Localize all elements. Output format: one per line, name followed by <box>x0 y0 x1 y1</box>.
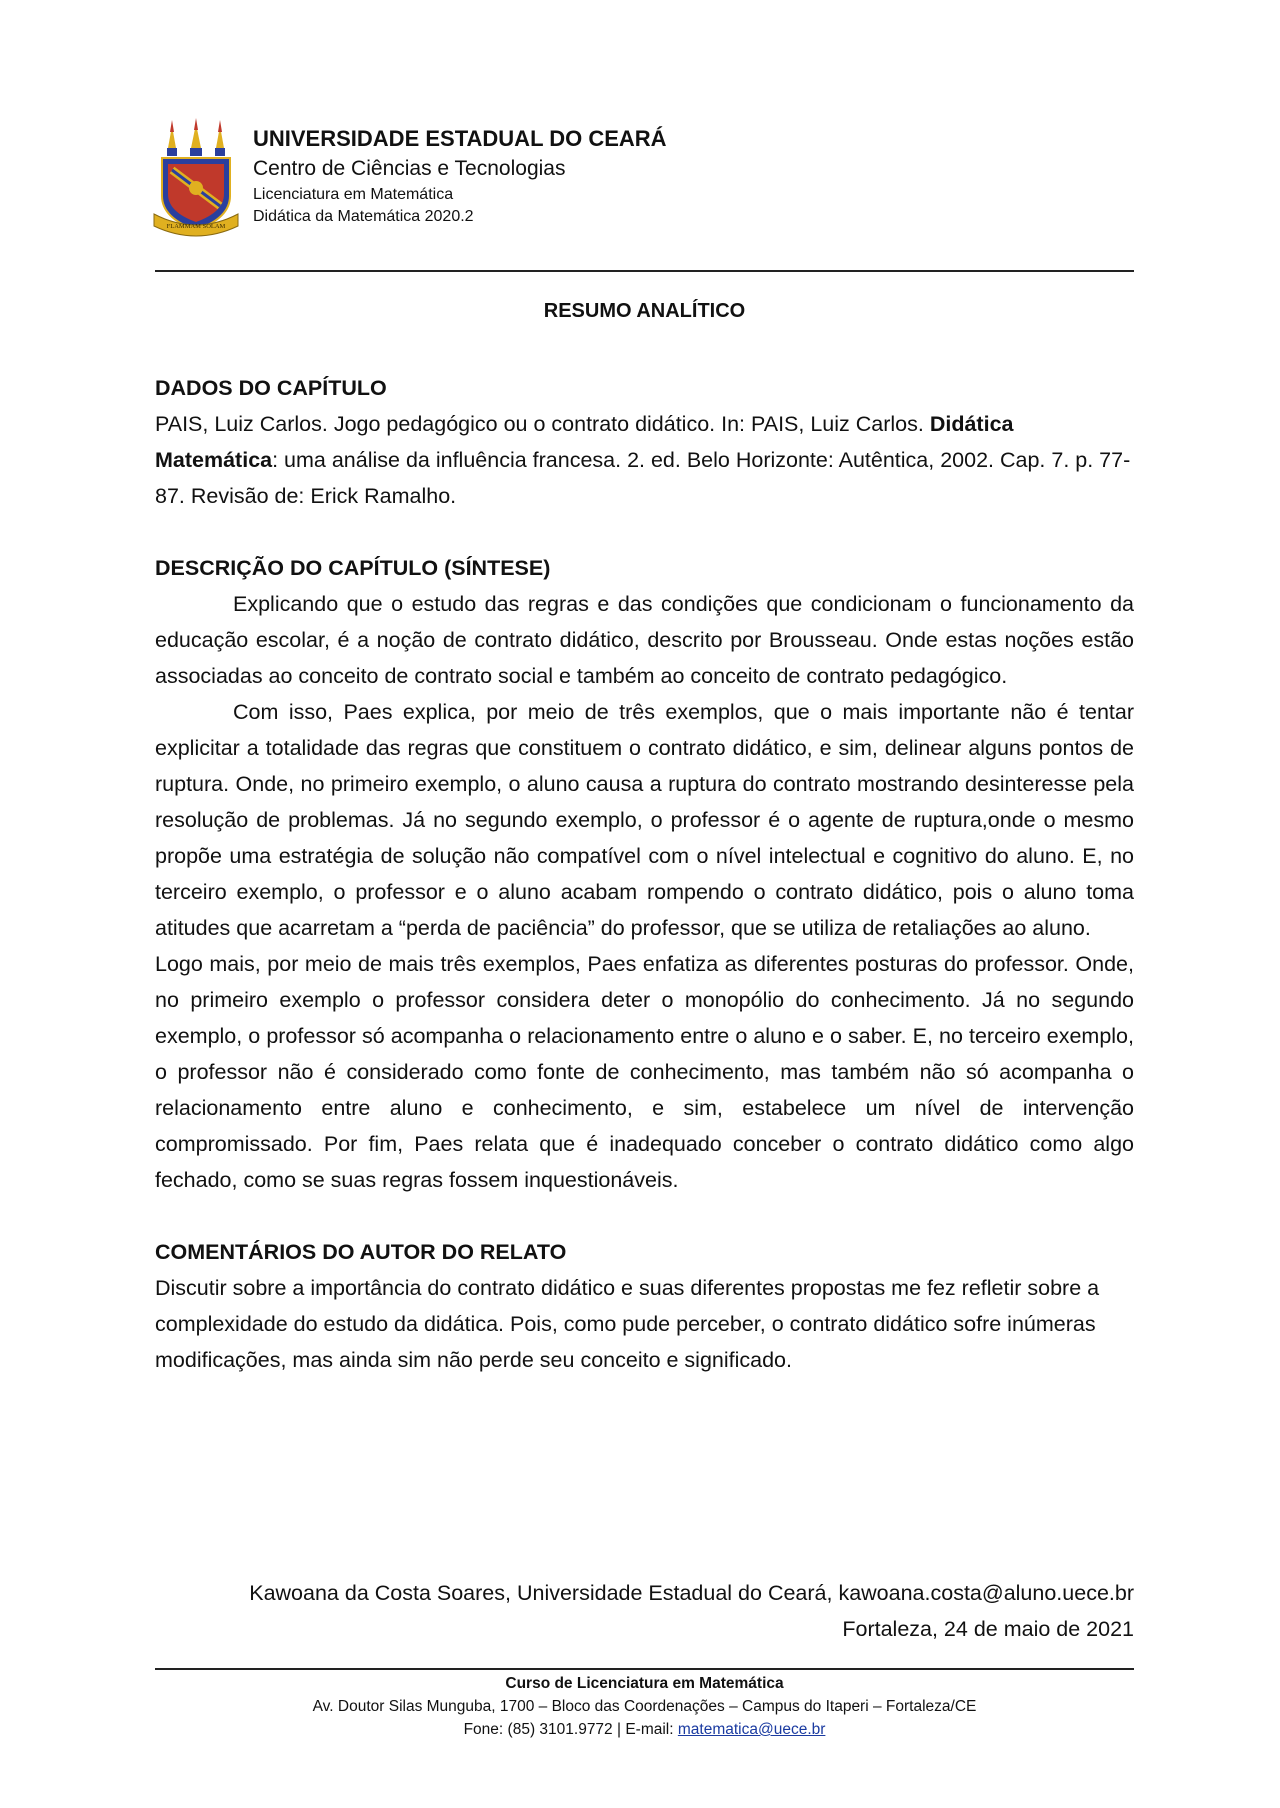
spacer <box>155 514 1134 550</box>
course-name: Licenciatura em Matemática <box>253 186 454 203</box>
torch-left <box>167 120 177 156</box>
discipline-name: Didática da Matemática 2020.2 <box>253 208 474 225</box>
university-crest-icon <box>150 118 242 240</box>
author-line: Kawoana da Costa Soares, Universidade Estadual do Ceará, kawoana.costa@aluno.uece.br <box>249 1581 1134 1605</box>
description-paragraph-2: Com isso, Paes explica, por meio de três exemplos, que o mais importante não é tentar explicitar a totalidade das regras que constituem o contrato didático, e sim, delinear alguns pontos de ruptura. Onde, no primeiro exemplo, o aluno causa a ruptura do contrato mostrando desinteresse pela resolução de problemas. Já no segundo exemplo, o professor é o agente de ruptura,onde o mesmo propõe uma estratégia de solução não compatível com o nível intelectual e cognitivo do aluno. E, no terceiro exemplo, o professor e o aluno acabam rompendo o contrato didático, pois o aluno toma atitudes que acarretam a “perda de paciência” do professor, que se utiliza de retaliações ao aluno. <box>155 700 1134 940</box>
footer-contact <box>155 1718 1134 1741</box>
description-heading: DESCRIÇÃO DO CAPÍTULO (SÍNTESE) <box>155 556 551 580</box>
place-date: Fortaleza, 24 de maio de 2021 <box>842 1617 1134 1641</box>
spacer <box>155 1198 1134 1234</box>
footer-email-link[interactable]: matematica@uece.br <box>677 1721 826 1738</box>
description-paragraph-3: Logo mais, por meio de mais três exemplos, Paes enfatiza as diferentes posturas do professor. Onde, no primeiro exemplo o professor considera deter o monopólio do conhecimento. Já no segundo exemplo, o professor só acompanha o relacionamento entre o aluno e o saber. E, no terceiro exemplo, o professor não é considerado como fonte de conhecimento, mas também não só acompanha o relacionamento entre aluno e conhecimento, e sim, estabelece um nível de intervenção compromissado. Por fim, Paes relata que é inadequado conceber o contrato didático como algo fechado, como se suas regras fossem inquestionáveis. <box>155 952 1134 1192</box>
signature-block <box>155 1575 1134 1647</box>
comments-section <box>155 1234 1134 1378</box>
footer-phone: Fone: (85) 3101.9772 | E-mail: <box>463 1721 678 1738</box>
description-section <box>155 550 1134 1198</box>
chapter-section <box>155 370 1134 514</box>
institution-name: UNIVERSIDADE ESTADUAL DO CEARÁ <box>253 126 667 151</box>
crest-motto: FLAMMAM SOLAM <box>166 223 226 230</box>
reference-book-title: Didática Matemática <box>155 412 1014 472</box>
description-paragraph-1: Explicando que o estudo das regras e das condições que condicionam o funcionamento da educação escolar, é a noção de contrato didático, descrito por Brousseau. Onde estas noções estão associadas ao conceito de contrato social e também ao conceito de contrato pedagógico. <box>155 592 1134 688</box>
footer-divider <box>155 1668 1134 1670</box>
comments-heading: COMENTÁRIOS DO AUTOR DO RELATO <box>155 1240 567 1264</box>
torch-center <box>190 118 202 156</box>
footer <box>155 1672 1134 1741</box>
document-title: RESUMO ANALÍTICO <box>543 300 746 322</box>
header-divider <box>155 270 1134 272</box>
chapter-heading: DADOS DO CAPÍTULO <box>155 376 387 400</box>
letterhead <box>150 118 1130 248</box>
reference-text-start: PAIS, Luiz Carlos. Jogo pedagógico ou o contrato didático. In: PAIS, Luiz Carlos. <box>155 412 930 436</box>
institution-block <box>253 124 667 228</box>
reference-text-end: : uma análise da influência francesa. 2. ed. Belo Horizonte: Autêntica, 2002. Cap. 7. p. 77-87. Revisão de: Erick Ramalho. <box>155 448 1131 508</box>
chapter-reference <box>155 406 1134 514</box>
torch-right <box>215 120 225 156</box>
document-body <box>155 370 1134 1378</box>
footer-address: Av. Doutor Silas Munguba, 1700 – Bloco das Coordenações – Campus do Itaperi – Fortaleza/CE <box>312 1698 977 1715</box>
footer-course: Curso de Licenciatura em Matemática <box>505 1675 784 1692</box>
center-name: Centro de Ciências e Tecnologias <box>253 157 566 180</box>
comments-text: Discutir sobre a importância do contrato didático e suas diferentes propostas me fez refletir sobre a complexidade do estudo da didática. Pois, como pude perceber, o contrato didático sofre inúmeras modificações, mas ainda sim não perde seu conceito e significado. <box>155 1276 1100 1372</box>
